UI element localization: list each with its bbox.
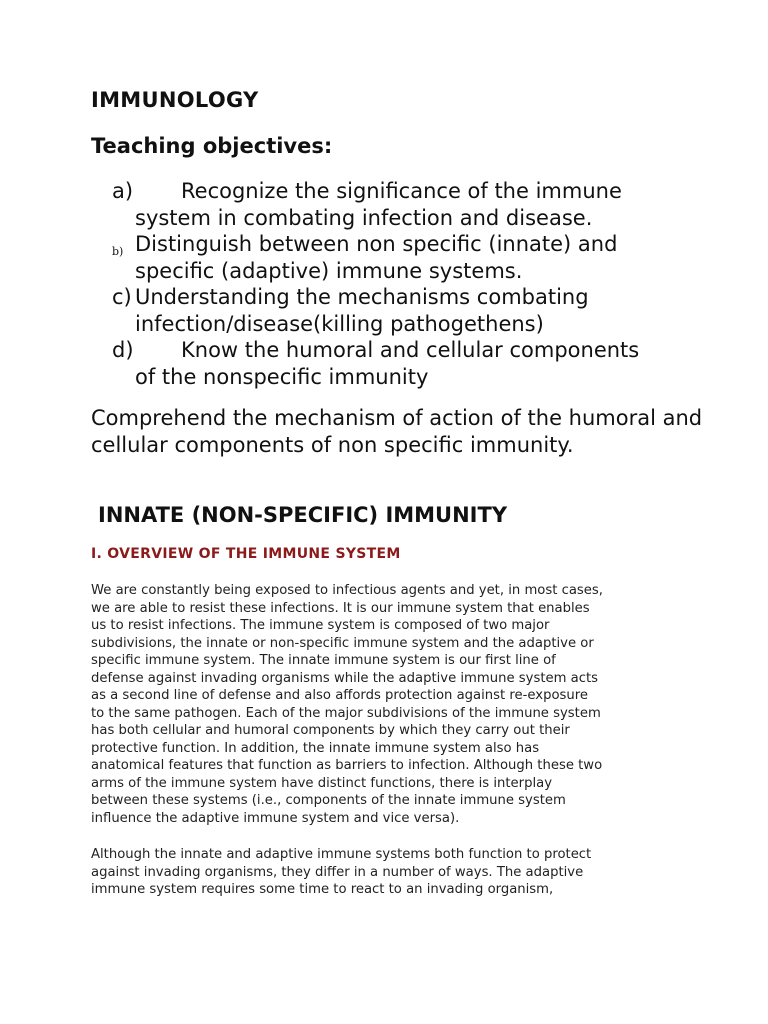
text-line: as a second line of defense and also affords protection against re-exposure bbox=[91, 688, 588, 703]
text-line: we are able to resist these infections. It is our immune system that enables bbox=[91, 600, 590, 616]
subsection-heading: I. OVERVIEW OF THE IMMUNE SYSTEM bbox=[91, 546, 401, 562]
text-line: subdivisions, the innate or non-specific immune system and the adaptive or bbox=[91, 635, 594, 651]
overview-paragraph-2 bbox=[91, 846, 691, 899]
section-heading: INNATE (NON-SPECIFIC) IMMUNITY bbox=[98, 503, 508, 527]
overview-paragraph-1 bbox=[91, 582, 691, 827]
text-line: anatomical features that function as barriers to infection. Although these two bbox=[91, 758, 603, 773]
objective-marker: d) bbox=[112, 338, 134, 362]
text-line: protective function. In addition, the innate immune system also has bbox=[91, 740, 540, 756]
text-line: has both cellular and humoral components by which they carry out their bbox=[91, 723, 570, 738]
text-line: against invading organisms, they differ in a number of ways. The adaptive bbox=[91, 864, 584, 880]
objective-line1: Distinguish between non specific (innate) and bbox=[135, 232, 618, 256]
objective-line1: Recognize the significance of the immune bbox=[181, 179, 622, 203]
document-title: IMMUNOLOGY bbox=[91, 88, 259, 112]
text-line: Although the innate and adaptive immune systems both function to protect bbox=[91, 847, 592, 862]
text-line: arms of the immune system have distinct functions, there is interplay bbox=[91, 775, 553, 791]
text-line: between these systems (i.e., components of the innate immune system bbox=[91, 793, 566, 808]
text-line: defense against invading organisms while the adaptive immune system acts bbox=[91, 670, 599, 686]
objective-line2: system in combating infection and disease. bbox=[135, 205, 593, 230]
objective-marker: c) bbox=[112, 285, 132, 309]
objective-marker: b) bbox=[112, 245, 124, 258]
objective-marker: a) bbox=[112, 179, 134, 203]
objective-line2: infection/disease(killing pathogethens) bbox=[135, 311, 544, 336]
text-line: to the same pathogen. Each of the major subdivisions of the immune system bbox=[91, 705, 601, 721]
text-line: immune system requires some time to react to an invading organism, bbox=[91, 882, 554, 897]
text-line: specific immune system. The innate immune system is our first line of bbox=[91, 653, 556, 668]
text-line: us to resist infections. The immune system is composed of two major bbox=[91, 618, 550, 633]
objective-line2: of the nonspecific immunity bbox=[135, 364, 429, 389]
comprehend-paragraph: Comprehend the mechanism of action of the humoral and cellular components of non specific immunity. bbox=[91, 406, 703, 457]
objective-line1: Understanding the mechanisms combating bbox=[135, 285, 589, 309]
text-line: influence the adaptive immune system and vice versa). bbox=[91, 810, 460, 826]
objective-line1: Know the humoral and cellular components bbox=[181, 338, 640, 362]
text-line: We are constantly being exposed to infectious agents and yet, in most cases, bbox=[91, 583, 603, 598]
objective-line2: specific (adaptive) immune systems. bbox=[135, 258, 523, 283]
objectives-heading: Teaching objectives: bbox=[91, 134, 333, 158]
